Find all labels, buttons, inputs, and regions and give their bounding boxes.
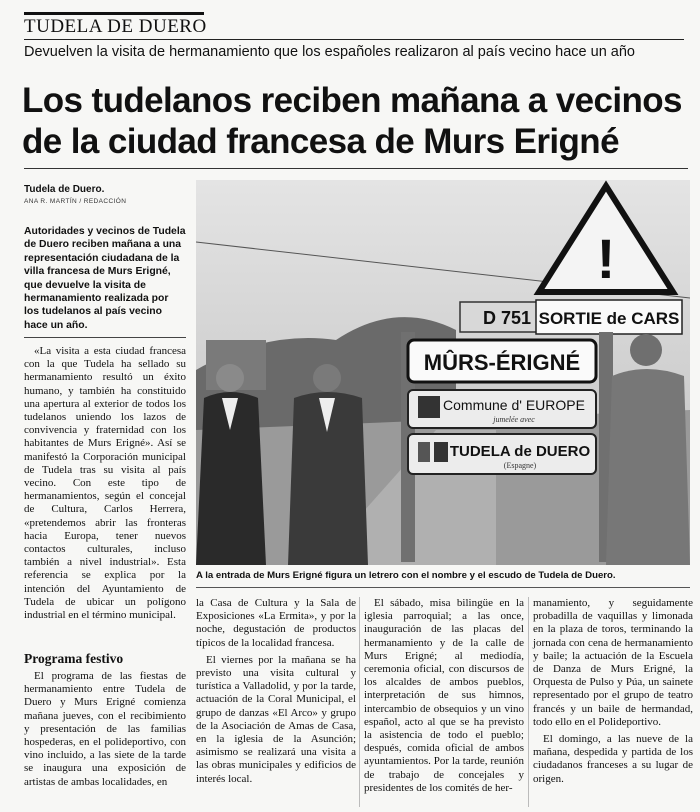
commune-sign: Commune d' EUROPE [443,397,585,413]
section-title: TUDELA DE DUERO [24,16,207,37]
sortie-sign: SORTIE de CARS [538,309,680,328]
caption-divider [196,587,690,588]
jumelee-sign: jumelée avec [493,415,535,424]
top-divider [24,39,684,40]
photo-illustration [196,180,690,565]
body-paragraph: El sábado, misa bilingüe en la iglesia parroquial; a las once, inauguración de las placas del hermanamiento y de la calle de Murs Erigné; al mediodía, ceremonia oficial, con discursos de los alcaldes de ambos pueblos, interpretación de sus himnos, intercambio de obsequios y un vino español, acto al que se ha previsto la asistencia de todo el pueblo; después, comida oficial de ambos ayuntamientos. Por la tarde, reunión de trabajo de concejales y presidentes de los comités de her- [364,597,524,794]
road-number: D 751 [482,308,532,328]
body-paragraph: manamiento, y seguidamente probadilla de vaquillas y limonada en la plaza de toros, terminando la jornada con cena de hermanamiento y baile; la actuación de la Escuela de Danza de Murs Erigné, la Orquesta de Pulso y Púa, un sainete representado por el grupo de teatro francés y un baile de hermandad, todo ello en el Polideportivo. [533,597,693,728]
body-paragraph: «La visita a esta ciudad francesa con la que Tudela ha sellado su hermanamiento resultó un éxito humano, y también ha constituido una apertura al exterior de todos los tudelanos uniendo los lazos de convivencia y fraternidad con los habitantes de Murs Erigné». Así se manifestó la Corporación municipal de Tudela tras su visita al país vecino. Con este tipo de hermanamientos, según el concejal de Cultura, Carlos Herrera, «pretendemos abrir las fronteras hacia Europa, tener nuevos contactos culturales, incluso también a nivel industrial». Esta referencia se explica por la intención del Ayuntamiento de Tudela de ubicar un polígono industrial en el término municipal. [24,345,186,622]
body-paragraph: El programa de las fiestas de hermanamiento entre Tudela de Duero y Murs Erigné comienza mañana jueves, con el recibimiento y presentación de las familias hospederas, en el polideportivo, con vino incluido, a las siete de la tarde se inaugura una exposición de artistas de ambas localidades, en [24,670,186,788]
body-column-2 [196,597,356,786]
news-photo [196,180,690,565]
lead-paragraph: Autoridades y vecinos de Tudela de Duero reciben mañana a una representación ciudadana de la villa francesa de Murs Erigné, que devuelve la visita de hermanamiento realizada por los tudelanos al país vecino hace un año. [24,226,186,331]
lead-divider [24,337,186,338]
body-paragraph: El viernes por la mañana se ha previsto una visita cultural y turística a Valladolid, y por la tarde, actuación de la Coral Municipal, el grupo de danzas «El Arco» y grupo de la Asociación de Amas de Casa, en la iglesia de la Asunción; asimismo se realizará una visita a las obras municipales y edificios de interés local. [196,653,356,785]
body-paragraph: El domingo, a las nueve de la mañana, despedida y partida de los ciudadanos franceses a su lugar de origen. [533,733,693,785]
column-divider [528,597,529,807]
section-rule [24,12,204,15]
warning-mark: ! [596,227,616,290]
body-column-3 [364,597,524,795]
byline-author: ANA R. MARTÍN / REDACCIÓN [24,198,127,205]
photo-caption: A la entrada de Murs Erigné figura un letrero con el nombre y el escudo de Tudela de Duero. [196,570,616,581]
body-paragraph: la Casa de Cultura y la Sala de Exposiciones «La Ermita», y por la noche, degustación de productos típicos de la localidad francesa. [196,597,356,649]
kicker: Devuelven la visita de hermanamiento que los españoles realizaron al país vecino hace un año [24,44,635,60]
headline: Los tudelanos reciben mañana a vecinos de la ciudad francesa de Murs Erigné [22,81,682,161]
espagne-sign: (Espagne) [503,461,537,470]
byline-place: Tudela de Duero. [24,184,105,195]
twin-town-sign: TUDELA de DUERO [449,443,591,460]
subhead: Programa festivo [24,651,124,666]
column-divider [359,597,360,807]
headline-divider [24,168,688,169]
body-column-1 [24,345,186,622]
town-sign: MÛRS-ÉRIGNÉ [423,350,581,375]
body-column-4 [533,597,693,786]
body-column-1b [24,670,186,789]
